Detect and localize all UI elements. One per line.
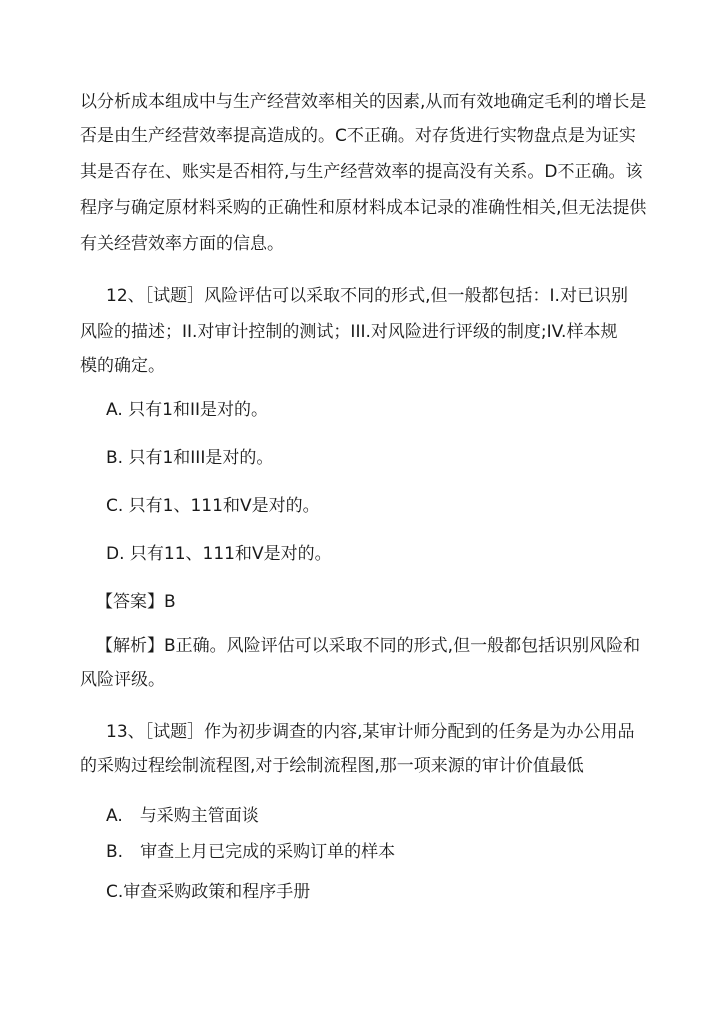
question-12-line-2: 风险的描述；II.对审计控制的测试；III.对风险进行评级的制度;IV.样本规 xyxy=(80,322,618,342)
question-12-option-a: A. 只有1和II是对的。 xyxy=(106,400,268,420)
question-12-line-3: 模的确定。 xyxy=(80,356,165,376)
paragraph-line: 否是由生产经营效率提高造成的。C不正确。对存货进行实物盘点是为证实 xyxy=(80,126,636,146)
paragraph-line: 其是否存在、账实是否相符,与生产经营效率的提高没有关系。D不正确。该 xyxy=(80,162,643,182)
paragraph-line: 以分析成本组成中与生产经营效率相关的因素,从而有效地确定毛利的增长是 xyxy=(80,92,647,112)
question-12-answer: 【答案】B xyxy=(96,592,176,612)
question-13-line-1: 13、［试题］作为初步调查的内容,某审计师分配到的任务是为办公用品 xyxy=(106,722,635,742)
question-12-analysis-line-1: 【解析】B正确。风险评估可以采取不同的形式,但一般都包括识别风险和 xyxy=(96,636,641,656)
question-12-line-1: 12、［试题］风险评估可以采取不同的形式,但一般都包括：I.对已识别 xyxy=(106,286,628,306)
question-12-option-c: C. 只有1、111和V是对的。 xyxy=(106,496,320,516)
question-13-option-b: B. 审查上月已完成的采购订单的样本 xyxy=(106,842,396,862)
paragraph-line: 程序与确定原材料采购的正确性和原材料成本记录的准确性相关,但无法提供 xyxy=(80,198,647,218)
question-13-option-c: C.审查采购政策和程序手册 xyxy=(106,882,311,902)
question-12-analysis-line-2: 风险评级。 xyxy=(80,670,165,690)
question-13-option-a: A. 与采购主管面谈 xyxy=(106,806,259,826)
paragraph-line: 有关经营效率方面的信息。 xyxy=(80,234,284,254)
question-13-line-2: 的采购过程绘制流程图,对于绘制流程图,那一项来源的审计价值最低 xyxy=(80,756,584,776)
question-12-option-d: D. 只有11、111和V是对的。 xyxy=(106,544,332,564)
question-12-option-b: B. 只有1和III是对的。 xyxy=(106,448,274,468)
